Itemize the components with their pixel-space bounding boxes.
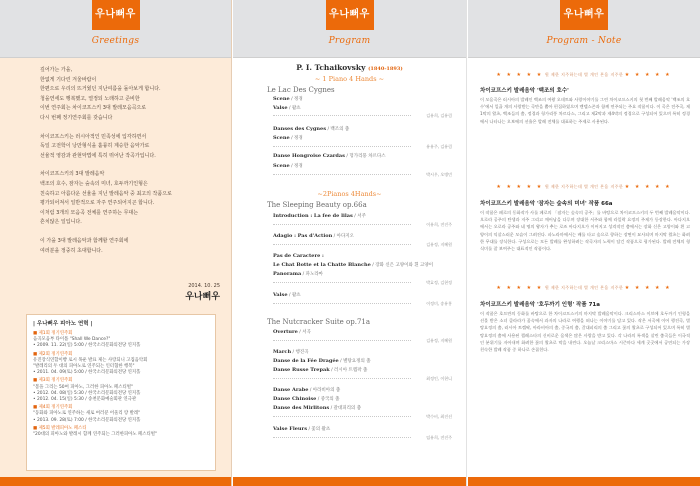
star-icon: ★ ★ ★ ★ ★	[624, 285, 672, 291]
work-title: The Nutcracker Suite op.71a	[267, 318, 371, 326]
history-box	[26, 314, 216, 471]
note-divider	[478, 285, 690, 293]
program-item	[273, 262, 458, 270]
history-item-lines: "봄을 그리는 50여 피아노, 그러한 피아노 페스티벌" • 2012. 04. 08(일) 5:30 / 한국소리문화의전당 연지홀 • 2012. 04. 15(일) 5:30 / 송천문화예술회관 연극관	[33, 384, 141, 403]
item-title: Panorama	[273, 271, 302, 277]
program-item	[273, 387, 458, 395]
leader-dots	[273, 378, 411, 379]
footer-bar	[468, 477, 700, 486]
program-item	[273, 153, 458, 161]
program-panel	[233, 0, 467, 486]
history-item-lines: 유진장식연합이빵 로시 목운 발표 제는 사랑되니 고집음악회 "발레리의 두 대의 피아노로 연주되는 인터협한 행복" • 2011. 04. 09(토) 5:00 / 한국소리문화의전당 연지홀	[33, 357, 148, 376]
item-korean: / 장화 신은 고양이와 흰 고양이	[370, 263, 434, 268]
item-korean: / 서주	[352, 214, 366, 219]
item-korean: / 서곡	[297, 330, 311, 335]
program-note-title: Program - Note	[546, 36, 622, 46]
footer-bar	[233, 477, 466, 486]
note-title: 차이코프스키 발레음악 '백조의 호수'	[480, 88, 569, 94]
performers: 이유희, 전진주	[426, 222, 452, 227]
item-title: Scene	[273, 135, 290, 141]
history-item-heading: ■ 제3회 정기연주회	[33, 378, 73, 384]
composer-name: P. I. Tchaikovsky	[296, 63, 366, 72]
leader-dots	[273, 303, 411, 304]
history-item-lines: "동화와 피아노로 연주하는 새로 여러분 어울리 랑 발레" • 2013. 09. 28(토) 7:00 / 한국소리문화의전당 연지홀	[33, 411, 141, 423]
item-title: Valse	[273, 105, 288, 111]
leader-dots	[273, 174, 411, 175]
performers: 김유희, 김유림	[426, 113, 452, 118]
item-korean: / 아다지오	[332, 234, 354, 239]
program-note-panel	[468, 0, 700, 486]
item-title: Danse Russe Trepak	[273, 367, 330, 373]
program-item	[273, 349, 458, 357]
section-label: ~2Pianos 4Hands~	[317, 190, 382, 198]
item-title: Pas de Caractere :	[273, 253, 324, 259]
history-item-lines: "20대의 피아노와 발레시 함께 연주되는 그러한피아노 페스티벌"	[33, 432, 158, 438]
item-korean: / 정경	[289, 136, 303, 141]
history-item-heading: ■ 제4회 정기연주회	[33, 405, 73, 411]
performers: 김유정, 지혜원	[426, 338, 452, 343]
program-title: Program	[328, 36, 371, 46]
greetings-panel	[0, 0, 232, 486]
leader-dots	[273, 437, 411, 438]
performers: 최정인, 이현니	[426, 376, 452, 381]
logo: 우나뻐우	[92, 0, 140, 30]
program-item	[273, 233, 458, 241]
program-item	[273, 213, 458, 221]
composer-years: (1840-1893)	[368, 66, 403, 72]
program-item	[273, 405, 458, 413]
program-item	[273, 253, 458, 261]
item-title: Overture	[273, 329, 298, 335]
note-title: 차이코프스키 발레음악 '호두까기 인형' 작품 71a	[480, 302, 600, 308]
footer-bar	[0, 477, 231, 486]
program-item	[273, 271, 458, 279]
item-title: Danse des Mirlitons	[273, 405, 330, 411]
item-korean: / 정경	[289, 164, 303, 169]
performers: 김유정, 지혜원	[426, 242, 452, 247]
note-title: 차이코프스키 발레음악 '잠자는 숲속의 미녀' 작품 66a	[480, 201, 613, 207]
star-icon: ★ ★ ★ ★ ★	[496, 72, 544, 78]
item-title: Danses des Cygnes	[273, 126, 327, 132]
item-korean: / 아라비아의 춤	[308, 388, 341, 393]
item-korean: / 헝가리풍 차르다스	[345, 154, 386, 159]
leader-dots	[273, 282, 411, 283]
program-item	[273, 135, 458, 143]
program-item	[273, 358, 458, 366]
history-item	[33, 331, 209, 350]
item-korean: / 왈츠	[287, 293, 301, 298]
leader-dots	[273, 416, 411, 417]
item-korean: / 중국의 춤	[316, 397, 340, 402]
history-item	[33, 405, 209, 424]
item-title: Danse Arabe	[273, 387, 309, 393]
history-title: | 우나뻐우 피아노 연혁 |	[33, 321, 93, 327]
item-korean: / 백조의 춤	[326, 127, 350, 132]
history-item-heading: ■ 제2회 정기연주회	[33, 351, 73, 357]
program-item	[273, 105, 458, 113]
program-item	[273, 367, 458, 375]
star-icon: ★ ★ ★ ★ ★	[496, 184, 544, 190]
program-item	[273, 126, 458, 134]
item-korean: / 갈대피리의 춤	[329, 406, 362, 411]
item-title: Danse de la Fée Dragée	[273, 358, 339, 364]
item-title: Scene	[273, 96, 290, 102]
performers: 임유희, 전진주	[426, 435, 452, 440]
greeting-paragraph: 깊어가는 가을, 한없게 기다린 겨울바람이 한편으로 우리의 뜨거웠던 지난여름을 돌아보게 합니다. 청을연세도 행복했고, 열정되 노래하고 준비한 이번 연주회는 차이코프스키 3대 발레모음곡으로 다시 번째 정기연주회를 갖습니다	[40, 67, 161, 121]
greetings-title: Greetings	[91, 36, 140, 46]
star-icon: ★ ★ ★ ★ ★	[624, 72, 672, 78]
greeting-paragraph: 이 가을 3대 발레음악과 함께할 연주회에 여러분을 정중히 초대합니다.	[40, 237, 129, 254]
greeting-paragraph: 차이코프스키의 3대 발레음악 백조의 호수, 잠자는 숲속의 미녀, 호두까기인형은 친숙하고 아름다운 선율을 지닌 발레음악 중 최고의 작품으로 평가되어져서 일반적으로 자주 연주되어지곤 합니다. 이처럼 3개의 모음곡 전체를 연주하는 무대는 흔치않은 일입니다.	[40, 171, 172, 226]
leader-dots	[273, 244, 411, 245]
performers: 유유주, 김유림	[426, 144, 452, 149]
star-icon: ★ ★ ★ ★ ★	[624, 184, 672, 190]
note-divider-text: 원 제한 지주하는데 별 개인 본음 지주한	[544, 285, 624, 290]
item-title: Scene	[273, 163, 290, 169]
note-body: 이 모음곡은 러시아의 발레인 백조의 여왕 오데트와 사랑이야기를 그린 차이코프스키의 첫 번째 발레음악 '백조의 호수'에서 일곱 개의 사랑받는 곡만을 뽑아 편집하였으며 멘델스존과 함께 연주되는 주요 작품이다. 이 곡은 전주곡, 제1막의 왈츠, 백조들의 춤, 정경과 헝가리풍 차르다스, 그리고 제2막과 제4막의 정경으로 구성되어 있으며 특히 정경에서 나타나는 오보에의 선율은 발레 전체를 대표하는 주제로 사용된다.	[480, 97, 690, 124]
history-item	[33, 352, 209, 377]
history-item-heading: ■ 제1회 정기연주회	[33, 331, 73, 336]
item-korean: / 별탕요정의 춤	[338, 359, 371, 364]
logo: 우나뻐우	[326, 0, 374, 30]
item-title: March	[273, 349, 292, 355]
greeting-paragraph: 차이코프스키는 러시아적인 민족성에 입각하면서 독일 고전학이 낭만형식을 훌륭히 계승한 음악가로 선율적 영감과 관현악법에 특히 뛰어난 작곡가입니다.	[40, 133, 156, 159]
note-body: 이 작품은 호프만의 동화를 바탕으로 한 차이코프스키의 마지막 발레음악이다. 크리스마스 이브에 호두까기 인형을 선물 받은 소녀 클라라가 꿈속에서 과자의 나라로 여행을 떠나는 이야기를 담고 있다. 작은 서곡에 이어 행진곡, 별탕요정의 춤, 러시아 트렙팍, 아라비아의 춤, 중국의 춤, 갈대피리의 춤 그리고 꽃의 왈츠로 구성되어 있으며 특히 별탕요정의 춤에 사용된 첼레스타의 신비로운 음색은 많은 사랑을 받고 있다. 각 나라의 특색을 살린 춤곡들은 이국적인 분위기를 자아내며 화려한 꽃의 왈츠로 막을 내린다. 오늘날 크리스마스 시즌마다 세계 곳곳에서 공연되는 가장 친숙한 발레 작품 중 하나로 손꼽힌다.	[480, 311, 690, 353]
history-item	[33, 426, 209, 438]
leader-dots	[273, 224, 411, 225]
star-icon: ★ ★ ★ ★ ★	[496, 285, 544, 291]
item-korean: / 정경	[289, 97, 303, 102]
item-title: Danse Chinoise	[273, 396, 317, 402]
history-item-lines: 음곡모음부 타이틀 "Shall We Dance?" • 2009. 11. 22(일) 5:00 / 한국소리문화의전당 연지홀	[33, 337, 141, 349]
leader-dots	[273, 115, 411, 116]
program-item	[273, 163, 458, 171]
performers: 박시우, 오병민	[426, 172, 452, 177]
program-item	[273, 426, 458, 434]
item-title: Le Chat Botte et la Chatte Blanche	[273, 262, 371, 268]
item-title: Introduction : La fee de lilas	[273, 213, 353, 219]
history-item-heading: ■ 제5회 발레피아노 페스티	[33, 425, 87, 431]
note-divider-text: 원 제한 지주하는데 별 개인 본음 지주한	[544, 184, 624, 189]
item-korean: / 러시아 트렙팍 춤	[329, 368, 368, 373]
note-divider-text: 원 제한 지주하는데 별 개인 본음 지주한	[544, 72, 624, 77]
performers: 박효정, 김현정	[426, 280, 452, 285]
greeting-text	[40, 66, 210, 265]
program-item	[273, 396, 458, 404]
item-title: Valse	[273, 292, 288, 298]
history-item	[33, 378, 209, 403]
note-divider	[478, 184, 690, 192]
item-korean: / 왈츠	[287, 106, 301, 111]
signature-logo: 우나뻐우	[185, 292, 220, 302]
item-title: Valse Fleurs	[273, 426, 308, 432]
item-korean: / 꽃의 왈츠	[307, 427, 331, 432]
item-title: Adagio : Pas d'Action	[273, 233, 333, 239]
leader-dots	[273, 340, 411, 341]
program-note-header	[468, 0, 700, 58]
greetings-header	[0, 0, 231, 58]
section-label: ~ 1 Piano 4 Hands ~	[314, 75, 385, 83]
note-body: 이 작품은 페로의 동화작가 사를 페로의 「잠자는 숲속의 공주」를 바탕으로 차이코프스키의 두 번째 발레음악이다. 오로라 공주의 탄생과 저주 그리고 깨어남을 다루며 장대한 서주와 함께 라일락 요정의 주제가 등장한다. 아다지오에서는 오로라 공주와 네 명의 왕자가 추는 로즈 아다지오가 이어지고 성격적인 춤에서는 장화 신은 고양이와 흰 고양이의 익살스러운 모습이 그려진다. 파노라마에서는 배를 타고 숲으로 향하는 장면이 묘사되며 마지막 왈츠는 화려한 무대를 장식한다. 구성으로는 모든 발레를 완성하려는 작곡자의 노력이 담긴 작품으로 평가된다. 발레 전체의 형식미를 잘 보여주는 대표적인 작품이다.	[480, 210, 690, 252]
leader-dots	[273, 146, 411, 147]
program-item	[273, 292, 458, 300]
program-header	[233, 0, 466, 58]
logo: 우나뻐우	[560, 0, 608, 30]
performers: 박수비, 최진선	[426, 414, 452, 419]
composer-heading	[233, 63, 466, 72]
note-divider	[478, 72, 690, 80]
program-item	[273, 329, 458, 337]
item-korean: / 행진곡	[291, 350, 309, 355]
greeting-date: 2014. 10. 25	[188, 283, 220, 289]
program-item	[273, 96, 458, 104]
signature-block	[120, 283, 220, 302]
performers: 이정미, 송유홍	[426, 301, 452, 306]
work-title: Le Lac Des Cygnes	[267, 86, 335, 94]
item-title: Danse Hongroise Czardas	[273, 153, 345, 159]
item-korean: / 파노라마	[301, 272, 324, 277]
work-title: The Sleeping Beauty op.66a	[267, 201, 367, 209]
